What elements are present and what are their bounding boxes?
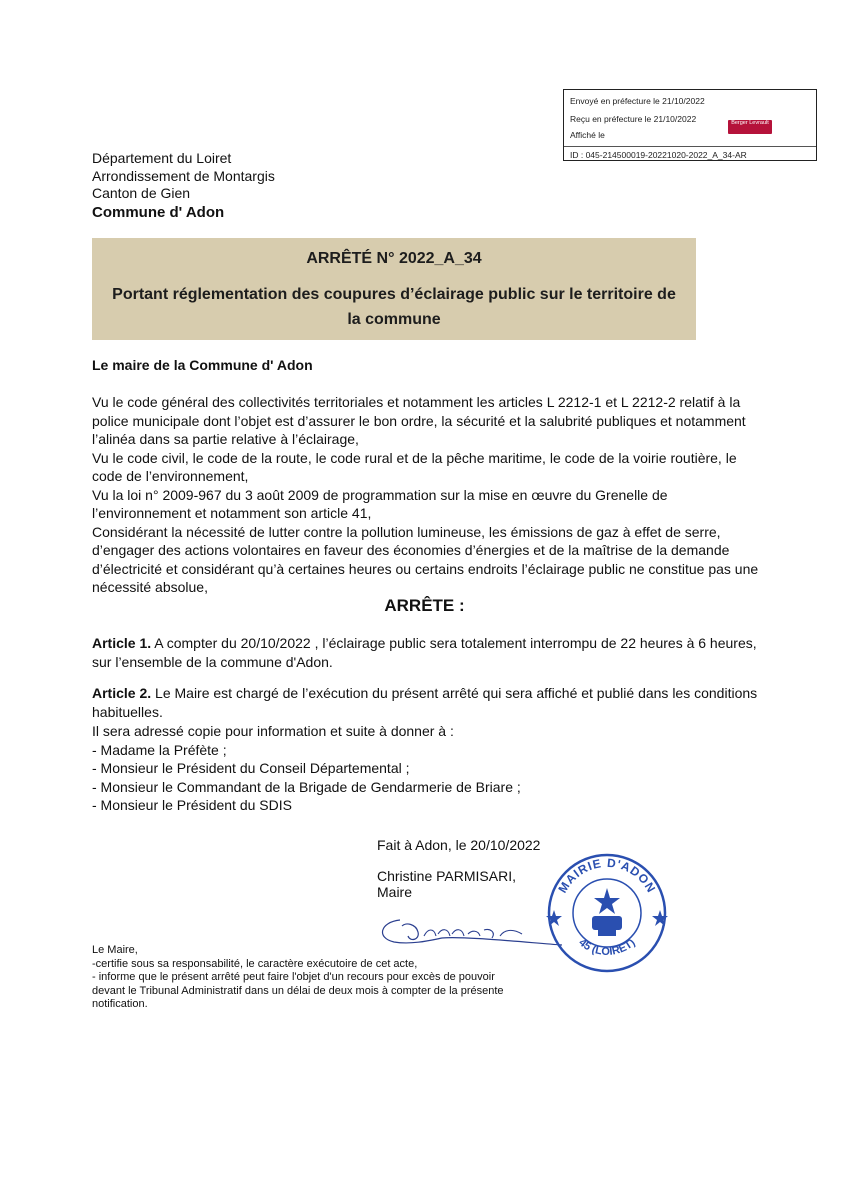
article-2-text: Le Maire est chargé de l’exécution du présent arrêté qui sera affiché et publié dans les conditions habituelles. [92,685,758,720]
posted-date: Affiché le [570,130,605,140]
article-2-label: Article 2. [92,685,152,701]
administrative-header [92,150,275,221]
considerant-item: Considérant la nécessité de lutter contre la pollution lumineuse, les émissions de gaz à effet de serre, d’engager des actions volontaires en faveur des économies d’énergies et de la maîtrise de la demande d’électricité et considérant qu’à certaines heures ou certains endroits l’éclairage public ne constitue pas une nécessité absolue, [92,523,759,595]
copies-intro: Il sera adressé copie pour information et suite à donner à : [92,723,454,739]
signatory [377,868,516,900]
commune-name: Commune d' Adon [92,203,225,221]
considerant-item: Vu la loi n° 2009-967 du 3 août 2009 de programmation sur la mise en œuvre du Grenelle de l’environnement et notamment son article 41, [92,486,668,521]
arrete-heading: ARRÊTE : [384,596,465,615]
canton: Canton de Gien [92,185,191,201]
departement: Département du Loiret [92,150,232,166]
svg-text:MAIRIE D'ADON: MAIRIE D'ADON [555,855,659,896]
article-1 [92,634,762,671]
arrete-subject: Portant réglementation des coupures d’éclairage public sur le territoire de la commune [112,286,676,328]
sent-date: Envoyé en préfecture le 21/10/2022 [570,96,705,106]
certification-block [92,944,552,1012]
municipal-stamp [544,850,670,976]
copies-list [92,722,762,815]
svg-text:45 (LOIRET): 45 (LOIRET) [576,936,638,959]
copy-recipient: - Monsieur le Président du SDIS [92,797,292,813]
certification-line: notification. [92,998,148,1010]
signatory-name: Christine PARMISARI, [377,868,516,884]
act-identifier: ID : 045-214500019-20221020-2022_A_34-AR [570,150,747,160]
prefecture-receipt-box [563,89,817,161]
certification-line: devant le Tribunal Administratif dans un délai de deux mois à compter de la présente [92,984,504,997]
maire-line: Le maire de la Commune d' Adon [92,357,313,373]
copy-recipient: - Monsieur le Commandant de la Brigade de Gendarmerie de Briare ; [92,778,521,795]
signatory-role: Maire [377,884,413,900]
copy-recipient: - Monsieur le Président du Conseil Départemental ; [92,760,410,776]
berger-levrault-logo: Berger Levrault [728,120,772,134]
article-1-label: Article 1. [92,635,152,651]
place-and-date: Fait à Adon, le 20/10/2022 [377,837,541,853]
considerant-item: Vu le code civil, le code de la route, le code rural et de la pêche maritime, le code de la voirie routière, le code de l’environnement, [92,449,737,484]
certification-line: Le Maire, [92,944,138,956]
considerant-item: Vu le code général des collectivités territoriales et notamment les articles L 2212-1 et L 2212-2 relatif à la police municipale dont l’objet est d’assurer le bon ordre, la sécurité et la salubrité publiques et notamment l’alinéa dans sa partie relative à l’éclairage, [92,394,746,447]
certification-line: - informe que le présent arrêté peut faire l'objet d'un recours pour excès de pouvoir [92,971,495,983]
article-1-text: A compter du 20/10/2022 , l’éclairage public sera totalement interrompu de 22 heures à 6 heures, sur l’ensemble de la commune d'Adon. [92,635,757,670]
considerants-block [92,393,762,597]
article-2 [92,684,762,721]
copy-recipient: - Madame la Préfète ; [92,741,227,758]
arrete-number: ARRÊTÉ N° 2022_A_34 [306,250,482,267]
certification-line: -certifie sous sa responsabilité, le caractère exécutoire de cet acte, [92,957,418,970]
received-date: Reçu en préfecture le 21/10/2022 [570,114,697,124]
arrondissement: Arrondissement de Montargis [92,167,275,184]
receipt-divider [564,146,816,147]
title-band [92,238,696,340]
